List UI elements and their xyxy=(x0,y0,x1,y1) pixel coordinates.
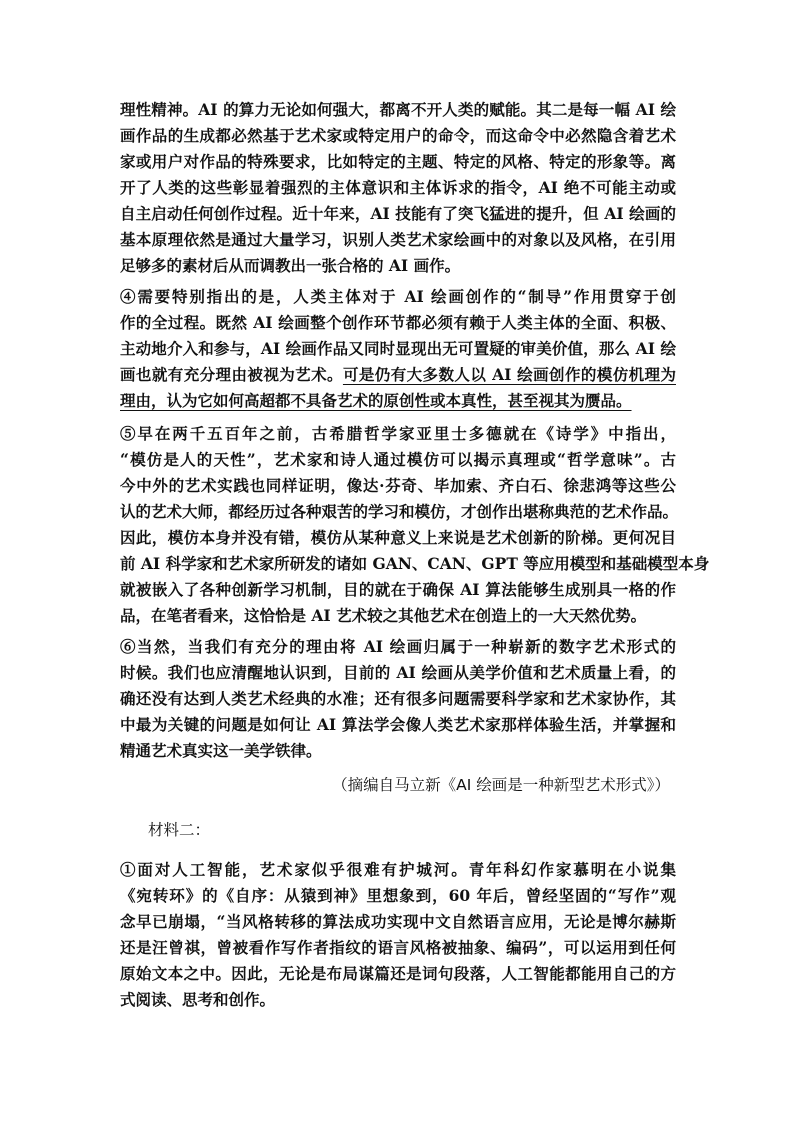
text-line: 今中外的艺术实践也同样证明，像达·芬奇、毕加索、齐白石、徐悲鸿等这些公 xyxy=(120,476,676,495)
paragraph-4 xyxy=(120,284,676,414)
text-line: ⑥当然，当我们有充分的理由将 AI 绘画归属于一种崭新的数字艺术形式的 xyxy=(120,637,676,656)
paragraph-6 xyxy=(120,634,676,764)
text-line: 式阅读、思考和创作。 xyxy=(120,990,276,1009)
text-line: 自主启动任何创作过程。近十年来，AI 技能有了突飞猛进的提升，但 AI 绘画的 xyxy=(120,204,676,223)
text-line: 家或用户对作品的特殊要求，比如特定的主题、特定的风格、特定的形象等。离 xyxy=(120,152,676,171)
text-line: 确还没有达到人类艺术经典的水准；还有很多问题需要科学家和艺术家协作，其 xyxy=(120,689,676,708)
text-line: 原始文本之中。因此，无论是布局谋篇还是词句段落，人工智能都能用自己的方 xyxy=(120,964,676,983)
text-line xyxy=(120,362,676,388)
text-line: 前 AI 科学家和艺术家所研发的诸如 GAN、CAN、GPT 等应用模型和基础模型本身 xyxy=(120,554,710,573)
plain-text: 画也就有充分理由被视为艺术。 xyxy=(120,365,343,384)
text-line: 基本原理依然是通过大量学习，识别人类艺术家绘画中的对象以及风格，在引用 xyxy=(120,230,676,249)
underlined-sentence: 可是仍有大多数人以 AI 绘画创作的模仿机理为 xyxy=(342,365,676,384)
text-line: 认的艺术大师，都经历过各种艰苦的学习和模仿，才创作出堪称典范的艺术作品。 xyxy=(120,502,679,521)
text-line: 画作品的生成都必然基于艺术家或特定用户的命令，而这命令中必然隐含着艺术 xyxy=(120,126,676,145)
text-line: 足够多的素材后从而调教出一张合格的 AI 画作。 xyxy=(120,256,461,275)
text-line: 还是汪曾祺，曾被看作写作者指纹的语言风格被抽象、编码”，可以运用到任何 xyxy=(120,938,676,957)
text-line: 就被嵌入了各种创新学习机制，目的就在于确保 AI 算法能够生成别具一格的作 xyxy=(120,580,676,599)
text-line: 主动地介入和参与，AI 绘画作品又同时显现出无可置疑的审美价值，那么 AI 绘 xyxy=(120,339,676,358)
text-line: 因此，模仿本身并没有错，模仿从某种意义上来说是艺术创新的阶梯。更何况目 xyxy=(120,528,676,547)
text-line: 《宛转环》的《自序：从猿到神》里想象到，60 年后，曾经坚固的“写作”观 xyxy=(120,886,676,905)
text-line: 品，在笔者看来，这恰恰是 AI 艺术较之其他艺术在创造上的一大天然优势。 xyxy=(120,606,647,625)
text-line: 理性精神。AI 的算力无论如何强大，都离不开人类的赋能。其二是每一幅 AI 绘 xyxy=(120,100,676,119)
paragraph-continuation xyxy=(120,97,676,279)
material-two-heading: 材料二： xyxy=(148,821,211,839)
text-line: ①面对人工智能，艺术家似乎很难有护城河。青年科幻作家慕明在小说集 xyxy=(120,860,676,879)
text-line: ④需要特别指出的是，人类主体对于 AI 绘画创作的“制导”作用贯穿于创 xyxy=(120,287,676,306)
material-2-paragraph-1 xyxy=(120,857,676,1013)
text-line: 念早已崩塌，“当风格转移的算法成功实现中文自然语言应用，无论是博尔赫斯 xyxy=(120,912,676,931)
text-line: ⑤早在两千五百年之前，古希腊哲学家亚里士多德就在《诗学》中指出， xyxy=(120,424,676,443)
text-line: 精通艺术真实这一美学铁律。 xyxy=(120,741,322,760)
text-line: 时候。我们也应清醒地认识到，目前的 AI 绘画从美学价值和艺术质量上看，的 xyxy=(120,663,676,682)
text-line xyxy=(120,388,676,414)
underlined-sentence: 理由，认为它如何高超都不具备艺术的原创性或本真性，甚至视其为赝品。 xyxy=(120,391,632,410)
text-line: “模仿是人的天性”，艺术家和诗人通过模仿可以揭示真理或“哲学意味”。古 xyxy=(120,450,676,469)
paragraph-5 xyxy=(120,421,710,629)
text-line: 中最为关键的问题是如何让 AI 算法学会像人类艺术家那样体验生活，并掌握和 xyxy=(120,715,676,734)
text-line: 作的全过程。既然 AI 绘画整个创作环节都必须有赖于人类主体的全面、积极、 xyxy=(120,313,676,332)
source-citation: （摘编自马立新《AI 绘画是一种新型艺术形式》） xyxy=(332,776,670,794)
text-line: 开了人类的这些彰显着强烈的主体意识和主体诉求的指令，AI 绝不可能主动或 xyxy=(120,178,676,197)
